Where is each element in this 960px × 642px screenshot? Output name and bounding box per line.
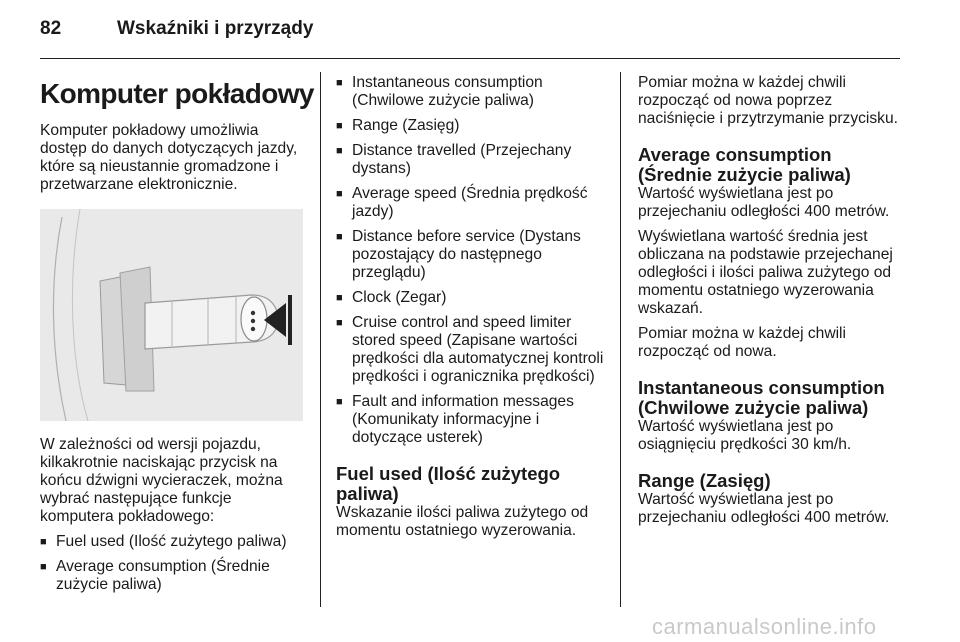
- page-number: 82: [40, 18, 62, 39]
- reset-text: Pomiar można w każdej chwili rozpocząć od nowa poprzez naciśnięcie i przytrzymanie przycisku.: [638, 74, 898, 127]
- list-item: ■ Cruise control and speed limiter stored speed (Zapisane wartości prędkości dla automatycznej kontroli prędkości i ogranicznika prędkości): [336, 314, 608, 386]
- range-section: [638, 471, 906, 527]
- list-item: ■ Range (Zasięg): [336, 117, 608, 135]
- average-consumption-text-1: Wartość wyświetlana jest po przejechaniu odległości 400 metrów.: [638, 185, 890, 220]
- average-consumption-heading: Average consumption (Średnie zużycie paliwa): [638, 144, 851, 185]
- list-item: ■ Distance before service (Dystans pozostający do następnego przeglądu): [336, 228, 608, 282]
- list-item: ■ Clock (Zegar): [336, 289, 608, 307]
- column-1: [40, 74, 314, 601]
- section-title: Komputer pokładowy: [40, 78, 314, 109]
- wiper-lever-illustration: [40, 209, 303, 421]
- intro-paragraph: Komputer pokładowy umożliwia dostęp do danych dotyczących jazdy, które są nieustannie gromadzone i przetwarzane elektronicznie.: [40, 122, 298, 193]
- average-consumption-section: [638, 145, 906, 361]
- average-consumption-text-2: Wyświetlana wartość średnia jest obliczana na podstawie przejechanej odległości i ilości paliwa zużytego od momentu ostatniego wyzerowania wskazań.: [638, 228, 893, 317]
- instantaneous-consumption-text: Wartość wyświetlana jest po osiągnięciu prędkości 30 km/h.: [638, 418, 852, 453]
- list-item: ■ Average consumption (Średnie zużycie paliwa): [40, 558, 308, 594]
- list-item: ■ Distance travelled (Przejechany dystans): [336, 142, 608, 178]
- range-heading: Range (Zasięg): [638, 470, 771, 491]
- average-consumption-text-3: Pomiar można w każdej chwili rozpocząć od nowa.: [638, 325, 846, 360]
- column-divider-1: [320, 72, 321, 607]
- instantaneous-consumption-heading: Instantaneous consumption (Chwilowe zużycie paliwa): [638, 377, 885, 418]
- fuel-used-heading: Fuel used (Ilość zużytego paliwa): [336, 463, 561, 504]
- function-list-b: [336, 74, 608, 447]
- list-item: ■ Fault and information messages (Komunikaty informacyjne i dotyczące usterek): [336, 393, 608, 447]
- watermark: carmanualsonline.info: [652, 614, 877, 639]
- instantaneous-consumption-section: [638, 378, 906, 454]
- function-intro-paragraph: W zależności od wersji pojazdu, kilkakrotnie naciskając przycisk na końcu dźwigni wycieraczek, można wybrać następujące funkcje komputera pokładowego:: [40, 436, 283, 525]
- range-text: Wartość wyświetlana jest po przejechaniu odległości 400 metrów.: [638, 491, 890, 526]
- chapter-title: Wskaźniki i przyrządy: [117, 18, 314, 39]
- header-rule: [40, 58, 900, 59]
- fuel-used-text: Wskazanie ilości paliwa zużytego od momentu ostatniego wyzerowania.: [336, 504, 589, 539]
- function-list-a: [40, 533, 308, 594]
- fuel-used-section: [336, 464, 608, 540]
- list-item: ■ Instantaneous consumption (Chwilowe zużycie paliwa): [336, 74, 608, 110]
- column-3: [638, 74, 906, 534]
- column-2: [336, 74, 608, 547]
- column-divider-2: [620, 72, 621, 607]
- list-item: ■ Average speed (Średnia prędkość jazdy): [336, 185, 608, 221]
- list-item: ■ Fuel used (Ilość zużytego paliwa): [40, 533, 308, 551]
